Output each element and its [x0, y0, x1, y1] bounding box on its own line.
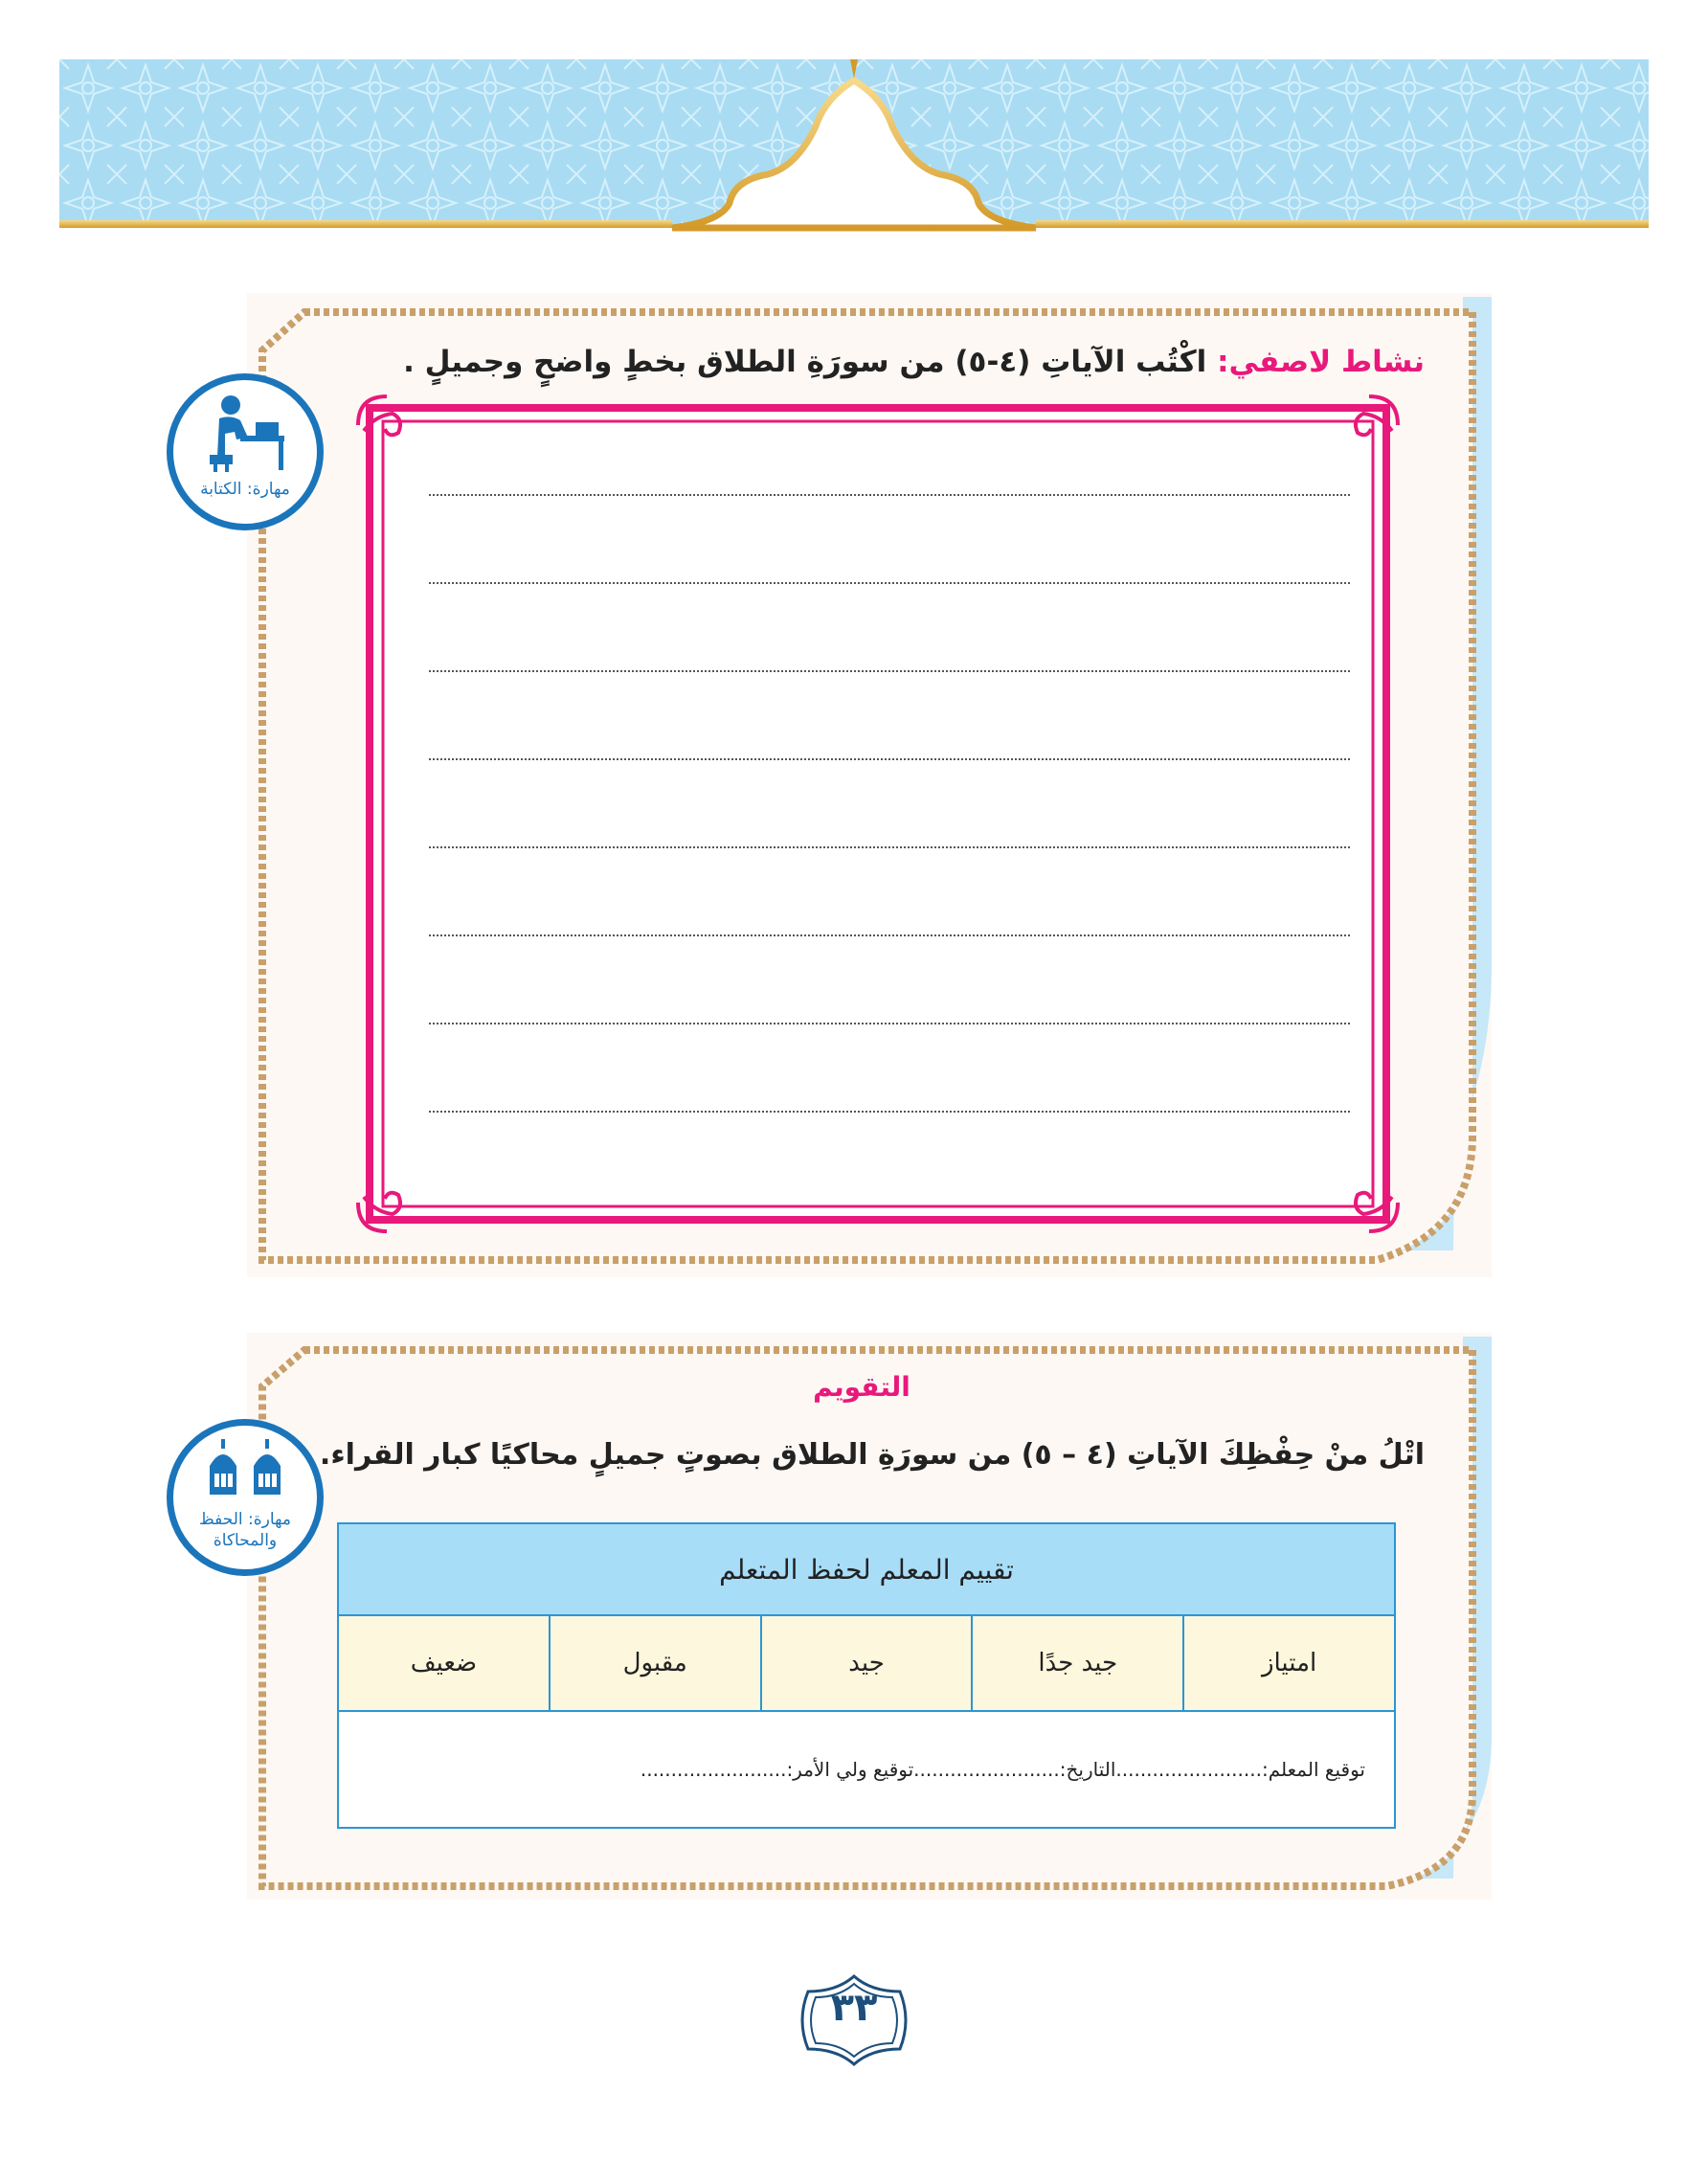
evaluation-heading: التقويم — [813, 1371, 910, 1403]
grade-cell: امتياز — [1183, 1615, 1395, 1711]
header-ornament — [59, 59, 1649, 232]
grade-cell: ضعيف — [338, 1615, 550, 1711]
writing-frame — [354, 393, 1402, 1235]
memorization-skill-label-line1: مهارة: الحفظ — [199, 1510, 291, 1529]
grades-row — [338, 1615, 1395, 1711]
grade-cell: مقبول — [550, 1615, 761, 1711]
grade-cell: جيد جدًا — [972, 1615, 1183, 1711]
activity-label: نشاط لاصفي: — [1217, 345, 1425, 379]
writing-line[interactable] — [429, 1023, 1350, 1024]
teacher-evaluation-table — [337, 1522, 1396, 1829]
writing-line[interactable] — [429, 494, 1350, 496]
writing-line[interactable] — [429, 670, 1350, 672]
table-title: تقييم المعلم لحفظ المتعلم — [338, 1523, 1395, 1615]
grade-cell: جيد — [761, 1615, 973, 1711]
writing-line[interactable] — [429, 846, 1350, 848]
activity-instruction: اكْتُب الآياتِ (٤-٥) من سورَةِ الطلاق بخطٍ واضحٍ وجميلٍ . — [403, 345, 1207, 379]
writing-line[interactable] — [429, 1111, 1350, 1113]
activity-title — [403, 345, 1425, 379]
evaluation-instruction: اتْلُ منْ حِفْظِكَ الآياتِ (٤ – ٥) من سورَةِ الطلاق بصوتٍ جميلٍ محاكيًا كبار القراء. — [319, 1438, 1425, 1472]
memorization-skill-badge — [167, 1419, 324, 1576]
person-writing-at-desk-icon — [202, 390, 288, 476]
writing-line[interactable] — [429, 758, 1350, 760]
signature-line: توقيع المعلم:........................التاريخ:........................توقيع ولي الأمر:........................ — [338, 1711, 1395, 1828]
mosque-minarets-icon — [202, 1437, 288, 1504]
writing-line[interactable] — [429, 934, 1350, 936]
page-number: ٣٣ — [830, 1986, 878, 2030]
writing-skill-label: مهارة: الكتابة — [200, 480, 290, 499]
writing-line[interactable] — [429, 582, 1350, 584]
memorization-skill-label-line2: والمحاكاة — [213, 1531, 278, 1550]
writing-skill-badge — [167, 373, 324, 530]
